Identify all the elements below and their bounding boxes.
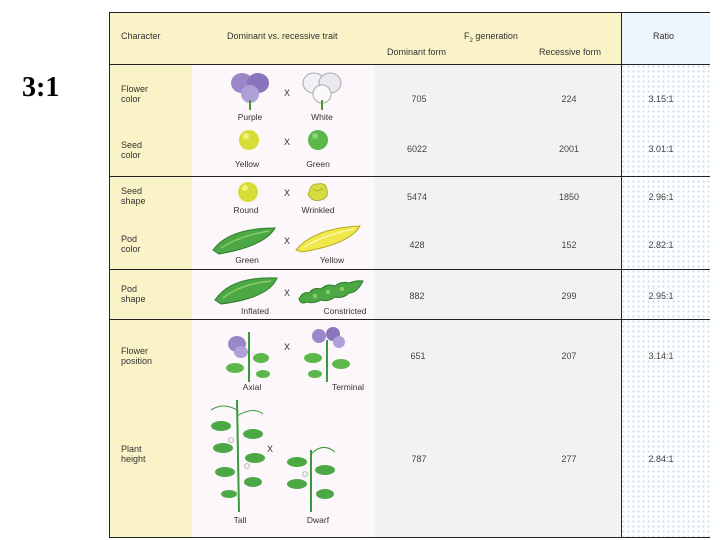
white-flower-illustration <box>301 70 343 110</box>
dominant-count-pod-shape: 882 <box>409 291 425 301</box>
recessive-count-plant-height: 277 <box>561 454 577 464</box>
header-character: Character <box>121 31 161 41</box>
table-top-border <box>109 12 710 13</box>
recessive-label-seed-color: Green <box>306 159 330 169</box>
character-flower-color: Flower color <box>121 84 149 104</box>
dominant-label-seed-color: Yellow <box>234 159 260 169</box>
cross-x-seed-shape: X <box>284 188 291 198</box>
recessive-label-flower-position: Terminal <box>331 382 365 392</box>
dominant-count-pod-color: 428 <box>409 240 425 250</box>
dominant-label-pod-shape: Inflated <box>241 306 269 316</box>
recessive-label-seed-shape: Wrinkled <box>301 205 335 215</box>
slide-title: 3:1 <box>22 72 60 103</box>
dominant-label-flower-position: Axial <box>242 382 262 392</box>
group-divider-1 <box>109 176 710 177</box>
mendel-results-table <box>109 12 710 538</box>
dominant-label-plant-height: Tall <box>233 515 247 525</box>
round-seed-illustration <box>235 179 261 205</box>
table-left-border <box>109 12 110 538</box>
header-divider <box>109 64 710 65</box>
table-bottom-border <box>109 537 710 538</box>
dominant-count-seed-shape: 5474 <box>406 192 428 202</box>
header-dominant-form: Dominant form <box>387 47 447 57</box>
recessive-label-plant-height: Dwarf <box>306 515 330 525</box>
ratio-column-border <box>621 12 622 538</box>
recessive-count-seed-shape: 1850 <box>558 192 580 202</box>
cross-x-flower-color: X <box>284 88 291 98</box>
character-flower-position: Flower position <box>121 346 153 366</box>
inflated-pod-illustration <box>211 274 283 306</box>
axial-flower-plant-illustration <box>221 330 277 382</box>
ratio-plant-height: 2.84:1 <box>648 454 674 464</box>
character-pod-shape: Pod shape <box>121 284 146 304</box>
yellow-seed-illustration <box>236 127 262 153</box>
header-recessive-form: Recessive form <box>539 47 602 57</box>
character-seed-shape: Seed shape <box>121 186 146 206</box>
ratio-flower-position: 3.14:1 <box>648 351 674 361</box>
header-traits: Dominant vs. recessive trait <box>227 31 338 41</box>
dominant-count-flower-position: 651 <box>410 351 426 361</box>
f2-column <box>375 64 621 538</box>
ratio-pod-shape: 2.95:1 <box>648 291 674 301</box>
cross-x-flower-position: X <box>284 342 291 352</box>
yellow-pod-illustration <box>292 222 364 254</box>
ratio-pod-color: 2.82:1 <box>648 240 674 250</box>
character-seed-color: Seed color <box>121 140 143 160</box>
ratio-column <box>621 64 710 538</box>
dominant-count-seed-color: 6022 <box>406 144 428 154</box>
header-ratio: Ratio <box>653 31 675 41</box>
dominant-label-flower-color: Purple <box>237 112 263 122</box>
recessive-count-flower-color: 224 <box>561 94 577 104</box>
character-pod-color: Pod color <box>121 234 141 254</box>
cross-x-plant-height: X <box>267 444 274 454</box>
dominant-count-flower-color: 705 <box>411 94 427 104</box>
recessive-count-seed-color: 2001 <box>558 144 580 154</box>
recessive-count-pod-shape: 299 <box>561 291 577 301</box>
recessive-label-flower-color: White <box>311 112 333 122</box>
terminal-flower-plant-illustration <box>301 326 357 382</box>
cross-x-pod-shape: X <box>284 288 291 298</box>
recessive-count-pod-color: 152 <box>561 240 577 250</box>
tall-plant-illustration <box>201 396 273 512</box>
wrinkled-seed-illustration <box>305 179 331 205</box>
recessive-count-flower-position: 207 <box>561 351 577 361</box>
group-divider-2 <box>109 269 710 270</box>
ratio-seed-color: 3.01:1 <box>648 144 674 154</box>
ratio-seed-shape: 2.96:1 <box>648 192 674 202</box>
purple-flower-illustration <box>229 70 271 110</box>
dominant-label-seed-shape: Round <box>233 205 259 215</box>
recessive-label-pod-color: Yellow <box>319 255 345 265</box>
header-f2-generation: $F_2$ generation <box>464 31 518 44</box>
dominant-count-plant-height: 787 <box>411 454 427 464</box>
green-pod-illustration <box>209 224 281 256</box>
dwarf-plant-illustration <box>279 440 343 512</box>
cross-x-pod-color: X <box>284 236 291 246</box>
green-seed-illustration <box>305 127 331 153</box>
group-divider-3 <box>109 319 710 320</box>
ratio-flower-color: 3.15:1 <box>648 94 674 104</box>
character-plant-height: Plant height <box>121 444 146 464</box>
dominant-label-pod-color: Green <box>235 255 259 265</box>
cross-x-seed-color: X <box>284 137 291 147</box>
constricted-pod-illustration <box>295 277 367 305</box>
recessive-label-pod-shape: Constricted <box>323 306 367 316</box>
